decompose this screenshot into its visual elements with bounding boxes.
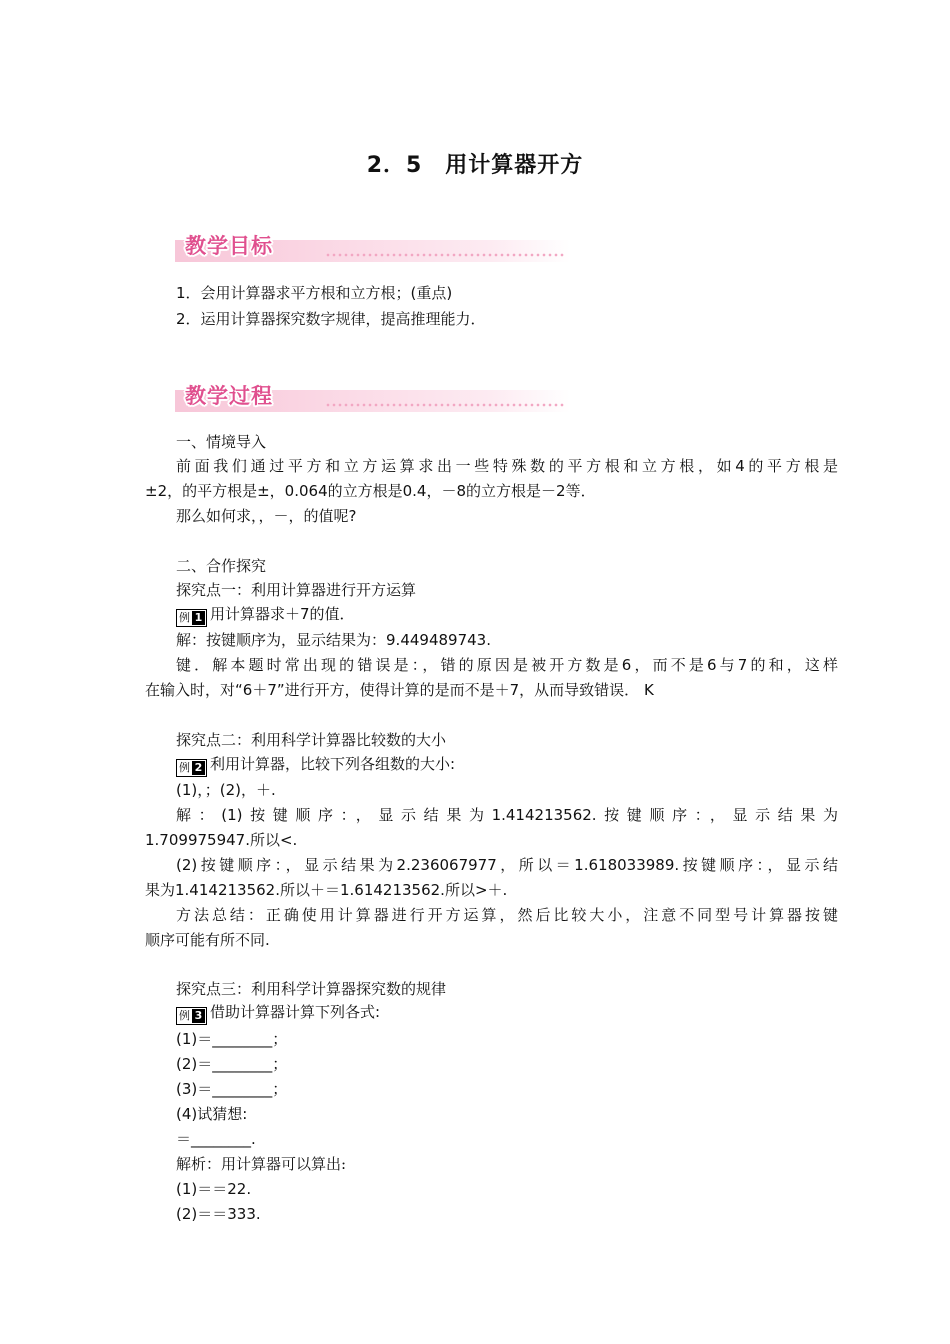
example-3-analysis: 解析：用计算器可以算出: xyxy=(176,1155,347,1173)
section-heading-process: 教学过程 xyxy=(185,384,273,408)
example-2-solution2-line2: 果为1.414213562.所以＋＝1.614213562.所以>＋. xyxy=(145,881,508,899)
example-2 xyxy=(145,753,838,777)
objective-2: 2．运用计算器探究数字规律，提高推理能力． xyxy=(176,310,486,328)
point1-title: 探究点一：利用计算器进行开方运算 xyxy=(176,581,417,599)
example-3-item-1: (1)＝________； xyxy=(176,1030,288,1048)
example-badge: 例 1 xyxy=(176,609,207,627)
example-1-solution: 解：按键顺序为，显示结果为：9.449489743. xyxy=(176,631,491,649)
example-badge: 例 3 xyxy=(176,1007,207,1025)
intro-paragraph-line2: ±2，的平方根是±，0.064的立方根是0.4，－8的立方根是－2等． xyxy=(145,482,596,500)
example-2-question: 利用计算器，比较下列各组数的大小: xyxy=(210,755,456,773)
example-3-answer-1: (1)＝＝22. xyxy=(176,1180,252,1198)
point3-title: 探究点三：利用科学计算器探究数的规律 xyxy=(176,980,447,998)
example-3-guess: ＝________. xyxy=(176,1130,256,1148)
example-2-items: (1)，；(2)，＋. xyxy=(176,781,276,799)
example-3 xyxy=(145,1001,838,1025)
example-3-item-2: (2)＝________； xyxy=(176,1055,288,1073)
page-title: 2．5 用计算器开方 xyxy=(366,153,584,178)
example-3-item-3: (3)＝________； xyxy=(176,1080,288,1098)
section-banner-objectives xyxy=(175,230,570,262)
example-2-solution1-line1: 解：(1)按键顺序：，显示结果为1.414213562.按键顺序：，显示结果为 xyxy=(176,806,838,824)
example-badge: 例 2 xyxy=(176,759,207,777)
intro-heading: 一、情境导入 xyxy=(176,433,267,451)
section-heading-objectives: 教学目标 xyxy=(185,234,273,258)
example-2-solution1-line2: 1.709975947.所以<. xyxy=(145,831,298,849)
method-summary-line1: 方法总结：正确使用计算器进行开方运算，然后比较大小，注意不同型号计算器按键 xyxy=(176,906,838,924)
example-3-question: 借助计算器计算下列各式: xyxy=(210,1003,381,1021)
example-2-solution2-line1: (2)按键顺序：，显示结果为2.236067977，所以＝1.618033989.按键顺序：，显示结 xyxy=(176,856,838,874)
explore-heading: 二、合作探究 xyxy=(176,557,267,575)
example-1-note-line2: 在输入时，对“6＋7”进行开方，使得计算的是而不是＋7，从而导致错误． K xyxy=(145,681,654,699)
intro-question: 那么如何求，，－，的值呢? xyxy=(176,507,357,525)
example-1 xyxy=(145,603,838,627)
example-1-note-line1: 键．解本题时常出现的错误是：，错的原因是被开方数是6，而不是6与7的和，这样 xyxy=(176,656,838,674)
example-3-item-4: (4)试猜想: xyxy=(176,1105,248,1123)
objective-1: 1．会用计算器求平方根和立方根；(重点) xyxy=(176,284,453,302)
example-3-answer-2: (2)＝＝333. xyxy=(176,1205,261,1223)
method-summary-line2: 顺序可能有所不同. xyxy=(145,931,270,949)
section-banner-process xyxy=(175,380,570,412)
intro-paragraph-line1: 前面我们通过平方和立方运算求出一些特殊数的平方根和立方根，如4的平方根是 xyxy=(176,457,838,475)
point2-title: 探究点二：利用科学计算器比较数的大小 xyxy=(176,731,447,749)
example-1-question: 用计算器求＋7的值． xyxy=(210,605,355,623)
